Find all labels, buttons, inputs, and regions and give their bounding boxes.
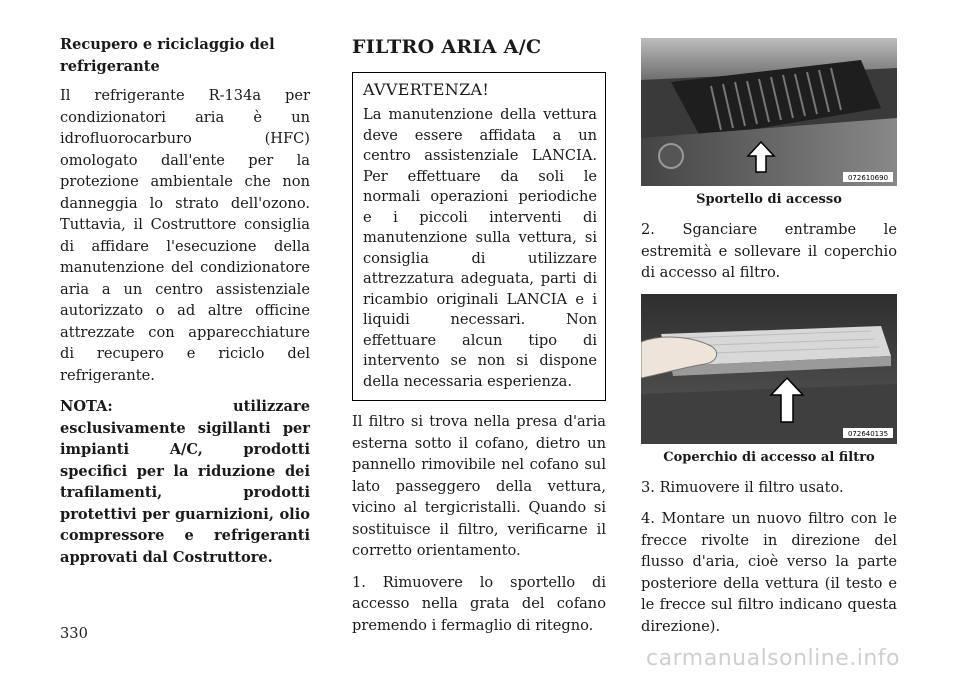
filter-cover-illustration [641, 294, 897, 444]
paragraph-filtro-posizione: Il filtro si trova nella presa d'aria esterna sotto il cofano, dietro un pannello rimovibile nel cofano sul lato passeggero della vettura, vicino al tergicristalli. Quando si sostituisce il filtro, verificarne il corretto orientamento. [352, 413, 606, 559]
section-title-filtro: FILTRO ARIA A/C [352, 36, 542, 58]
figure-caption-2: Coperchio di accesso al filtro [663, 449, 875, 465]
figure-caption-1: Sportello di accesso [696, 192, 842, 207]
warning-title: AVVERTENZA! [363, 80, 490, 99]
note-paragraph: NOTA: utilizzare esclusivamente sigillanti per impianti A/C, prodotti specifici per la riduzione dei trafilamenti, prodotti protettivi per guarnizioni, olio compressore e refrigeranti approvati dal Costruttore. [60, 398, 310, 566]
figure-code-2: 072640135 [847, 429, 889, 438]
paragraph-refrigerante: Il refrigerante R-134a per condizionatori aria è un idrofluorocarburo (HFC) omologato dall'ente per la protezione ambientale che non danneggia lo strato dell'ozono. Tuttavia, il Costruttore consiglia di affidare l'esecuzione della manutenzione del condizionatore aria a un centro assistenziale autorizzato o ad altre officine attrezzate con apparecchiature di recupero e riciclo del refrigerante. [60, 87, 310, 384]
middle-column [352, 36, 606, 646]
figure-sportello-accesso [641, 38, 897, 186]
left-column [60, 34, 310, 578]
page-number: 330 [60, 625, 88, 642]
warning-text: La manutenzione della vettura deve essere affidata a un centro assistenziale LANCIA. Per effettuare da soli le normali operazioni periodiche e i piccoli interventi di manutenzione sulla vettura, si consiglia di utilizzare attrezzatura adeguata, parti di ricambio originali LANCIA e i liquidi necessari. Non effettuare alcun tipo di intervento se non si dispone della necessaria esperienza. [363, 106, 597, 390]
warning-box [352, 72, 606, 401]
step-4: 4. Montare un nuovo filtro con le frecce rivolte in direzione del flusso d'aria, cioè verso la parte posteriore della vettura (il testo e le frecce sul filtro indicano questa direzione). [641, 510, 897, 635]
figure-coperchio-accesso [641, 294, 897, 444]
figure-code-1: 072610690 [847, 174, 889, 182]
section-heading-recupero: Recupero e riciclaggio del refrigerante [60, 36, 275, 75]
step-1: 1. Rimuovere lo sportello di accesso nella grata del cofano premendo i fermaglio di ritegno. [352, 573, 606, 634]
engine-bay-illustration [641, 38, 897, 186]
step-3: 3. Rimuovere il filtro usato. [641, 478, 844, 496]
watermark: carmanualsonline.info [646, 646, 900, 671]
step-2: 2. Sganciare entrambe le estremità e sollevare il coperchio di accesso al filtro. [641, 221, 897, 281]
right-column [641, 38, 897, 647]
